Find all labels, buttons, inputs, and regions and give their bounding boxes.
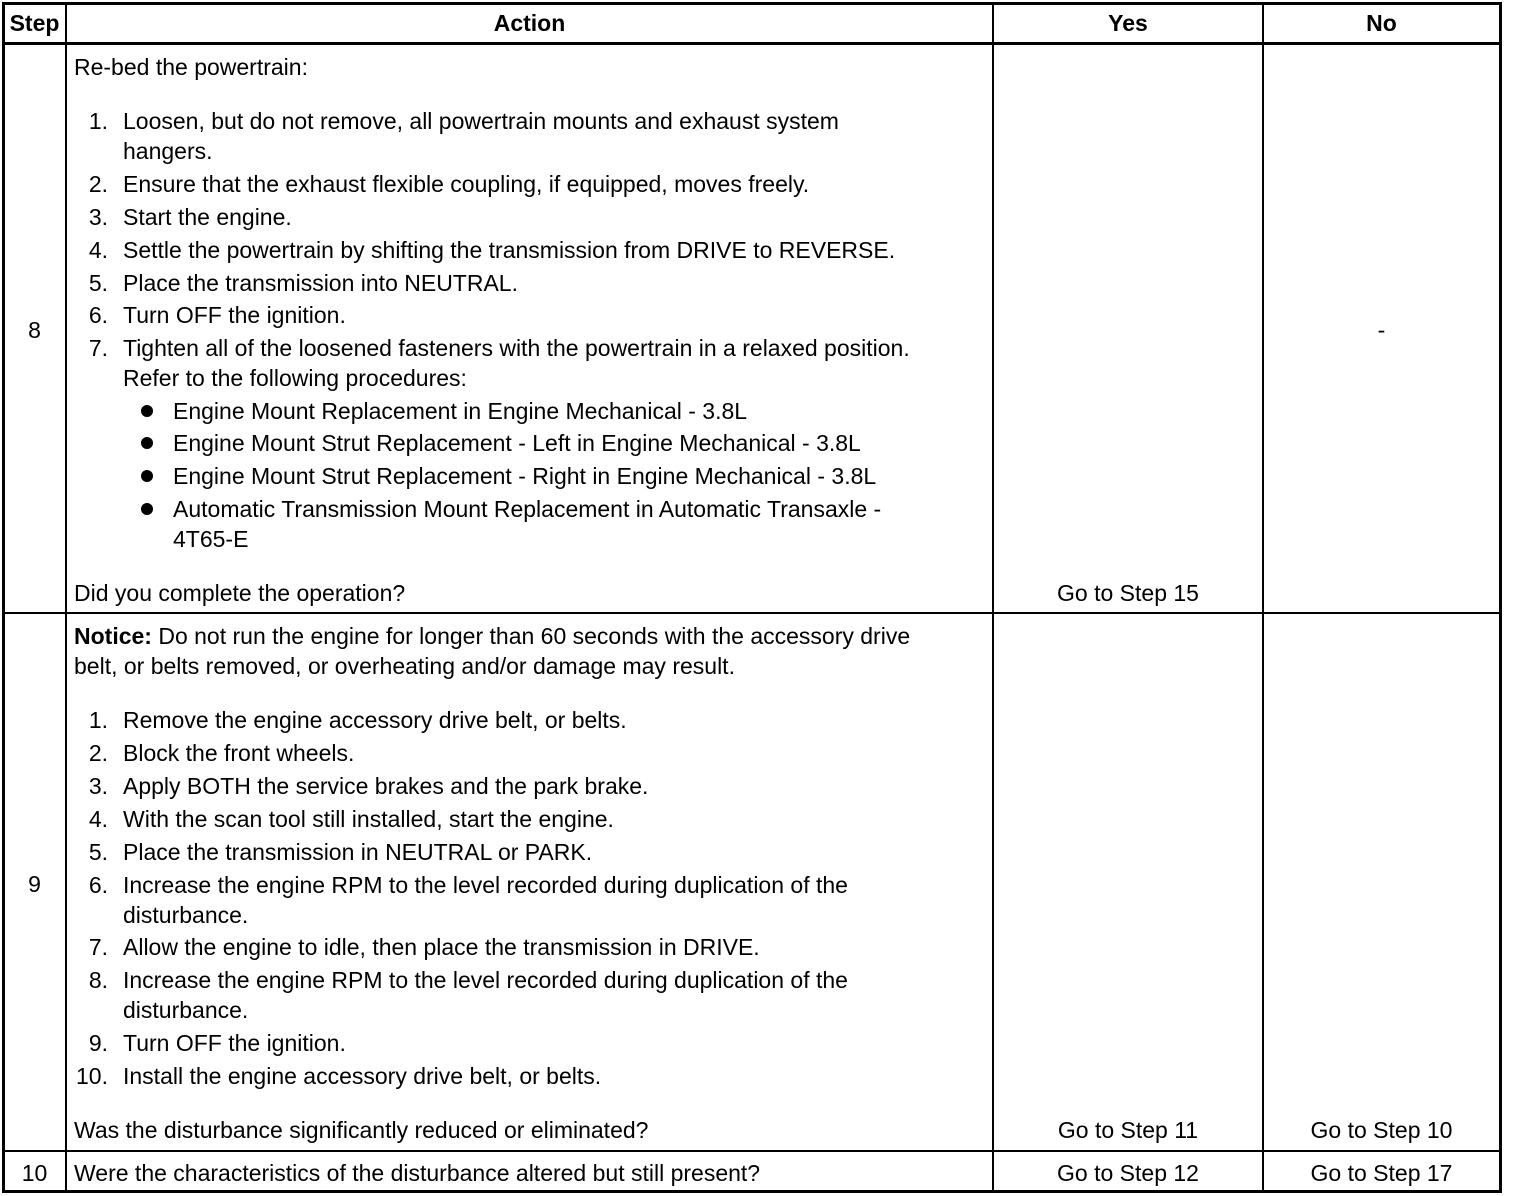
list-item-text: Apply BOTH the service brakes and the park brake. [123, 773, 649, 799]
table-border-bottom [2, 1190, 1502, 1193]
step-question: Was the disturbance significantly reduced or eliminated? [74, 1117, 649, 1143]
header-divider [2, 42, 1502, 45]
list-item-text: Ensure that the exhaust flexible coupling, if equipped, moves freely. [123, 171, 810, 197]
bullet-icon [141, 437, 153, 449]
header-action: Action [493, 10, 566, 36]
list-item-text: Place the transmission in NEUTRAL or PARK. [123, 839, 593, 865]
no-value: - [1377, 317, 1386, 343]
bullet-icon [141, 503, 153, 515]
list-item-text: Remove the engine accessory drive belt, or belts. [123, 707, 627, 733]
list-item-number: 10. [76, 1063, 108, 1089]
step-number: 8 [28, 317, 41, 343]
list-item-number: 6. [88, 872, 108, 898]
procedure-link[interactable]: Engine Mount Strut Replacement - Right in Engine Mechanical - 3.8L [173, 463, 877, 489]
bullet-icon [141, 405, 153, 417]
list-item-text: Turn OFF the ignition. [123, 1030, 346, 1056]
list-item-number: 1. [88, 108, 108, 134]
list-item-number: 9. [88, 1030, 108, 1056]
list-item-number: 1. [88, 707, 108, 733]
list-item-number: 4. [88, 806, 108, 832]
list-item-text: Tighten all of the loosened fasteners with the powertrain in a relaxed position. [123, 335, 910, 361]
step-number: 9 [28, 871, 41, 897]
list-item-text: Place the transmission into NEUTRAL. [123, 270, 518, 296]
list-item-number: 3. [88, 773, 108, 799]
list-item-text: Install the engine accessory drive belt, or belts. [123, 1063, 602, 1089]
row-divider-9-10 [2, 1150, 1502, 1152]
list-item-text: Loosen, but do not remove, all powertrain mounts and exhaust system [123, 108, 839, 134]
row-divider-8-9 [2, 612, 1502, 614]
procedure-link[interactable]: Automatic Transmission Mount Replacement in Automatic Transaxle - [173, 496, 882, 522]
list-item-number: 7. [88, 934, 108, 960]
list-item-text: Allow the engine to idle, then place the transmission in DRIVE. [123, 934, 760, 960]
header-no: No [1366, 10, 1397, 36]
list-item-text: disturbance. [123, 997, 249, 1023]
list-item-text: disturbance. [123, 902, 249, 928]
list-item-number: 8. [88, 967, 108, 993]
list-item-number: 6. [88, 302, 108, 328]
col-divider-yes [1262, 2, 1264, 1193]
procedure-link[interactable]: 4T65-E [173, 526, 249, 552]
list-item-text: Turn OFF the ignition. [123, 302, 346, 328]
col-divider-step [65, 2, 67, 1193]
procedure-link[interactable]: Engine Mount Replacement in Engine Mechanical - 3.8L [173, 398, 748, 424]
yes-link[interactable]: Go to Step 12 [1057, 1160, 1199, 1186]
list-item-text: With the scan tool still installed, start the engine. [123, 806, 614, 832]
list-item-number: 5. [88, 839, 108, 865]
no-link[interactable]: Go to Step 17 [1310, 1160, 1453, 1186]
header-step: Step [9, 10, 60, 36]
table-border-top [2, 2, 1502, 5]
list-item-number: 7. [88, 335, 108, 361]
list-item-number: 2. [88, 171, 108, 197]
bullet-icon [141, 470, 153, 482]
list-item-number: 3. [88, 204, 108, 230]
list-item-text: Increase the engine RPM to the level recorded during duplication of the [123, 967, 848, 993]
list-item-text: Settle the powertrain by shifting the transmission from DRIVE to REVERSE. [123, 237, 896, 263]
yes-link[interactable]: Go to Step 11 [1057, 1117, 1199, 1143]
list-item-text: Refer to the following procedures: [123, 365, 467, 391]
list-item-text: Block the front wheels. [123, 740, 355, 766]
step-number: 10 [21, 1160, 48, 1186]
no-link[interactable]: Go to Step 10 [1310, 1117, 1453, 1143]
list-item-number: 4. [88, 237, 108, 263]
table-border-left [2, 2, 5, 1193]
notice-label: Notice: [74, 623, 152, 649]
list-item-number: 5. [88, 270, 108, 296]
header-yes: Yes [1108, 10, 1148, 36]
step-question: Did you complete the operation? [74, 580, 406, 606]
list-item-text: Increase the engine RPM to the level recorded during duplication of the [123, 872, 848, 898]
step-question: Were the characteristics of the disturbance altered but still present? [74, 1160, 761, 1186]
list-item-text: Start the engine. [123, 204, 292, 230]
table-border-right [1499, 2, 1502, 1193]
procedure-link[interactable]: Engine Mount Strut Replacement - Left in Engine Mechanical - 3.8L [173, 430, 861, 456]
notice-line [74, 621, 910, 651]
list-item-number: 2. [88, 740, 108, 766]
list-item-text: hangers. [123, 138, 213, 164]
yes-link[interactable]: Go to Step 15 [1057, 580, 1199, 606]
step-intro: Re-bed the powertrain: [74, 54, 308, 80]
notice-text: Do not run the engine for longer than 60 seconds with the accessory drive [151, 623, 911, 649]
notice-text: belt, or belts removed, or overheating and/or damage may result. [74, 653, 735, 679]
